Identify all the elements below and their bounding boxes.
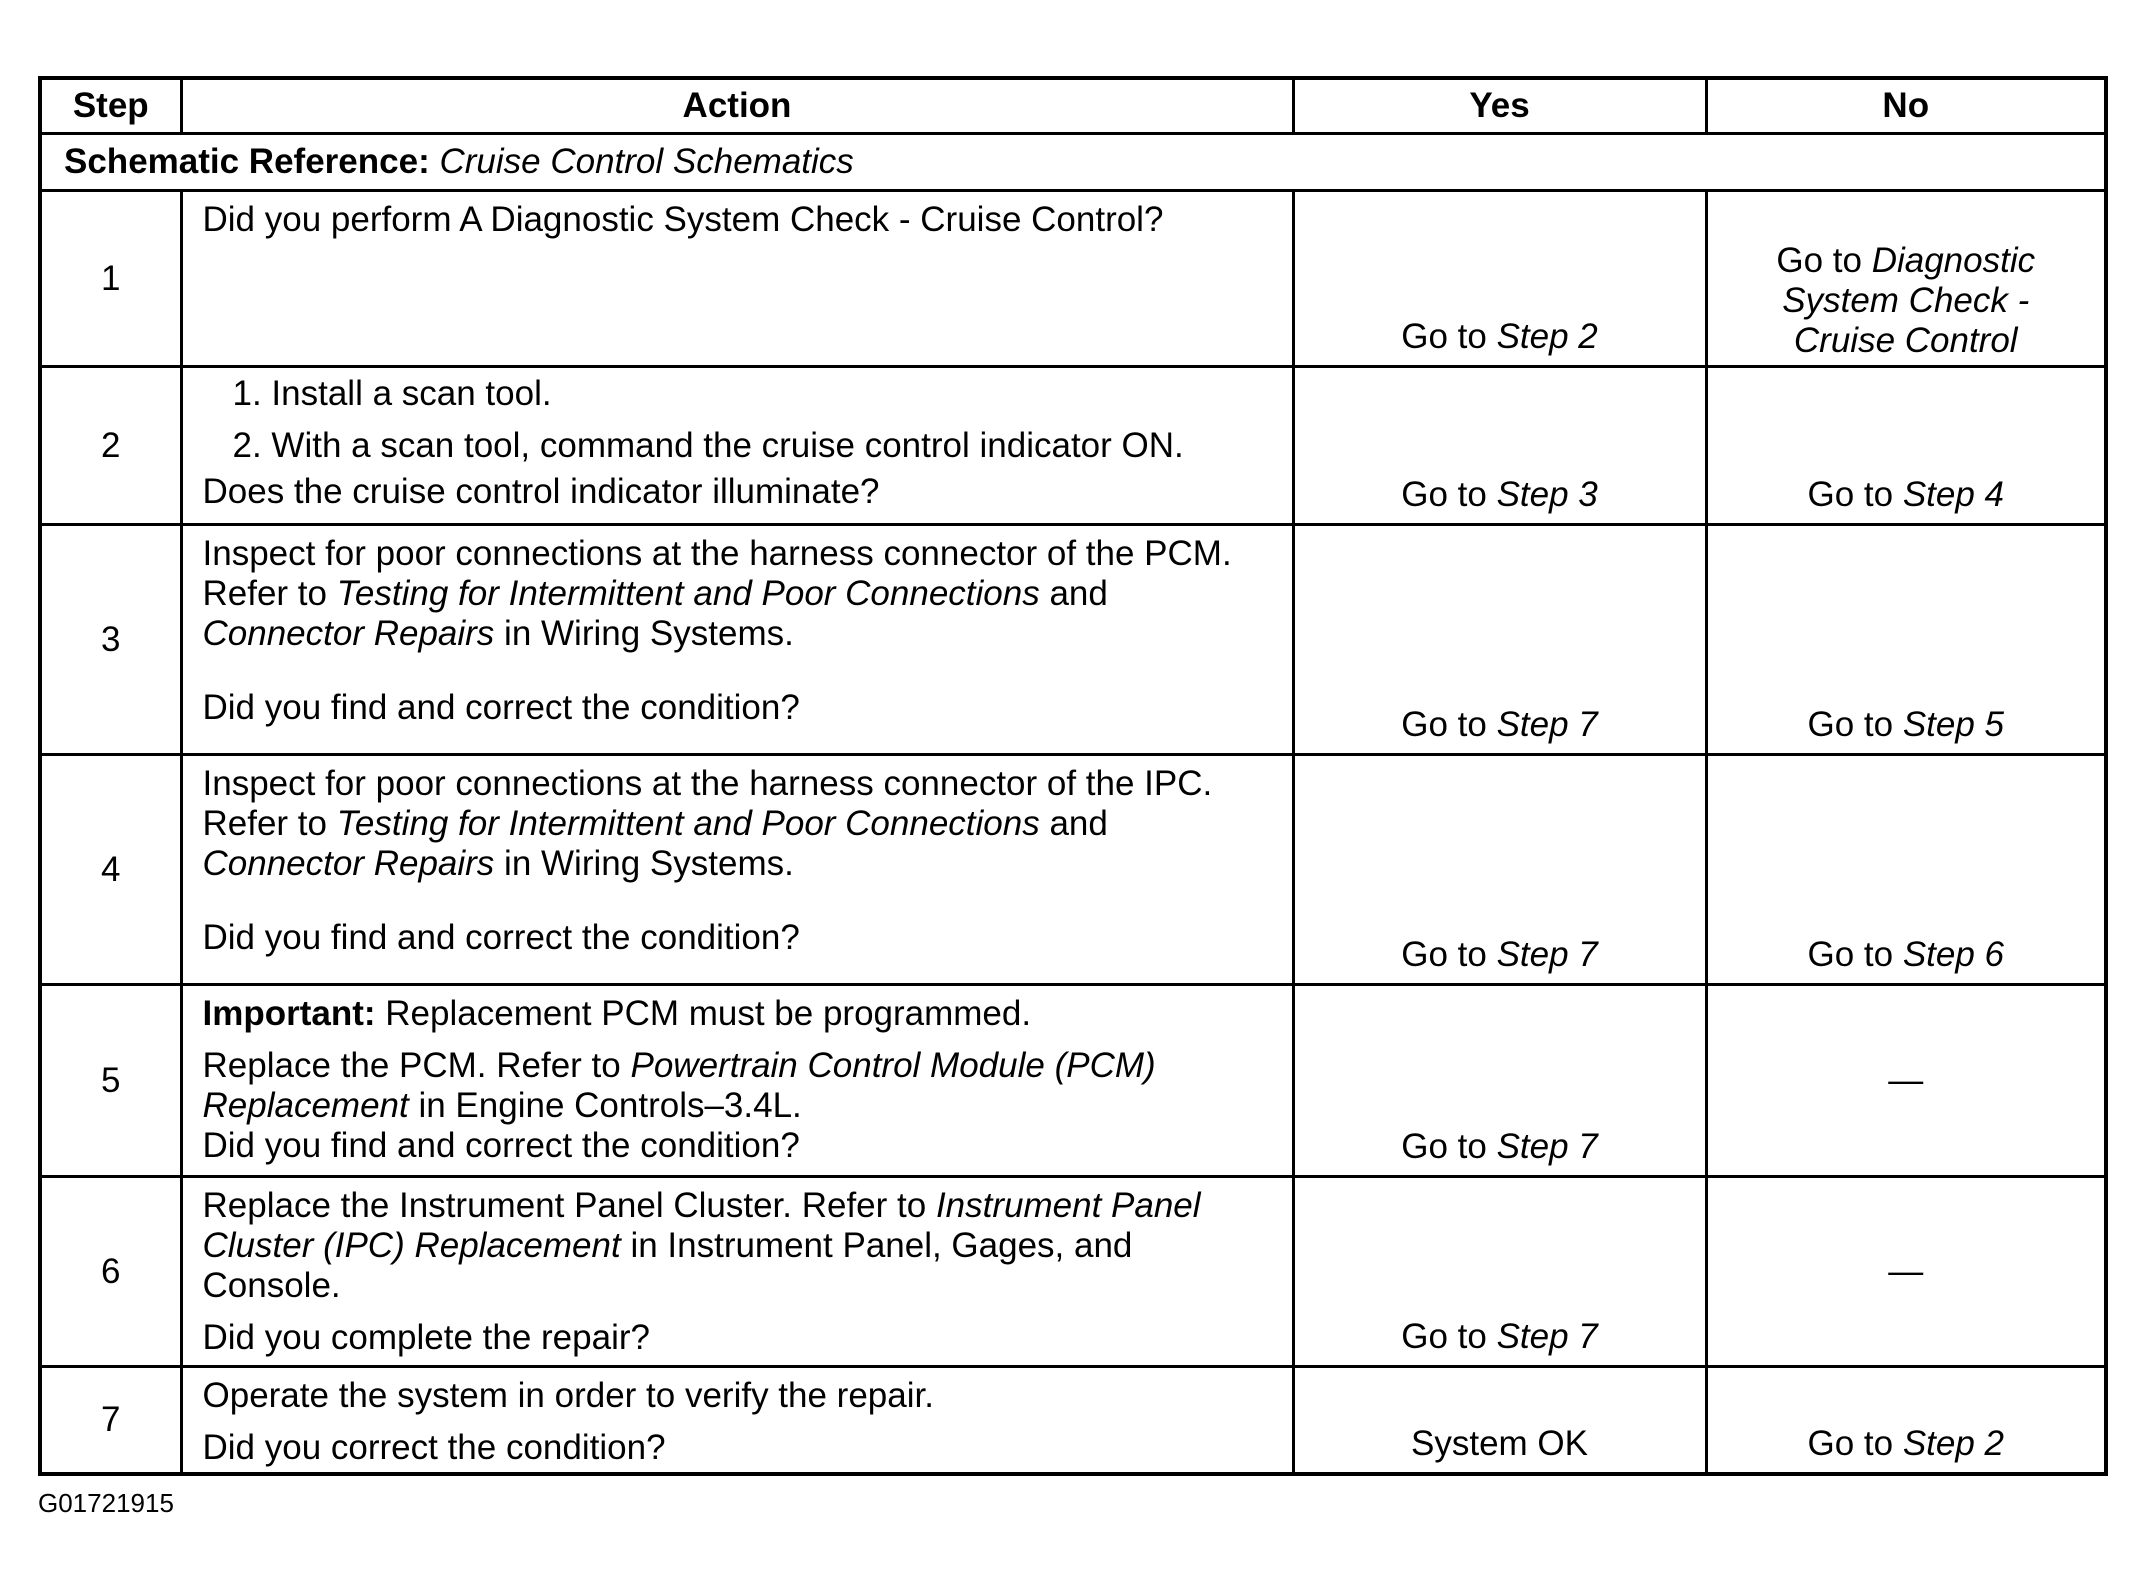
yes-step-link[interactable]: Step 3: [1496, 475, 1598, 514]
reference-link[interactable]: Connector Repairs: [202, 844, 495, 883]
no-cell: [1706, 525, 2106, 755]
action-cell: [181, 1367, 1293, 1475]
header-row: [40, 78, 2106, 134]
no-step-link[interactable]: Step 5: [1902, 705, 2005, 744]
action-cell: [181, 985, 1293, 1177]
yes-cell: [1293, 191, 1706, 367]
table-row: [40, 191, 2106, 367]
no-cell: [1706, 191, 2106, 367]
list-item: 1. Install a scan tool.: [232, 374, 552, 413]
action-cell: [181, 1177, 1293, 1367]
schematic-reference-link[interactable]: Cruise Control Schematics: [439, 142, 854, 181]
yes-cell: [1293, 367, 1706, 525]
reference-link[interactable]: Powertrain Control Module (PCM) Replacement: [202, 1046, 1156, 1125]
yes-cell: [1293, 985, 1706, 1177]
figure-code: G01721915: [38, 1488, 174, 1518]
action-cell: [181, 191, 1293, 367]
question: Did you perform A Diagnostic System Check - Cruise Control?: [202, 200, 1164, 239]
reference-link[interactable]: Instrument Panel Cluster (IPC) Replacement: [202, 1186, 1201, 1265]
question: Did you correct the condition?: [202, 1428, 666, 1467]
no-cell: [1706, 1367, 2106, 1475]
schematic-reference-label: Schematic Reference:: [64, 142, 430, 181]
yes-step-link[interactable]: Step 7: [1496, 705, 1598, 744]
yes-step-link[interactable]: Step 7: [1496, 1317, 1598, 1356]
instruction: Inspect for poor connections at the harness connector of the PCM. Refer to Testing for Intermittent and Poor Connections and Connector Repairs in Wiring Systems.: [202, 534, 1232, 653]
no-link-line2[interactable]: System Check -: [1782, 281, 2030, 320]
action-cell: [181, 525, 1293, 755]
table-row: [40, 1367, 2106, 1475]
question: Did you find and correct the condition?: [202, 1126, 800, 1165]
diagnostic-table: [38, 76, 2108, 1476]
yes-prefix: Go to: [1401, 317, 1487, 356]
reference-link[interactable]: Connector Repairs: [202, 614, 495, 653]
table-row: [40, 367, 2106, 525]
yes-cell: System OK: [1293, 1367, 1706, 1475]
question: Did you find and correct the condition?: [202, 918, 800, 957]
no-step-link[interactable]: Step 2: [1902, 1424, 2005, 1463]
header-no: No: [1706, 78, 2106, 134]
no-prefix: Go to: [1776, 241, 1862, 280]
no-prefix: Go to: [1807, 1424, 1894, 1463]
reference-link[interactable]: Testing for Intermittent and Poor Connections: [336, 804, 1040, 843]
instruction: Operate the system in order to verify the repair.: [202, 1376, 934, 1415]
instruction: Inspect for poor connections at the harness connector of the IPC. Refer to Testing for Intermittent and Poor Connections and Connector Repairs in Wiring Systems.: [202, 764, 1213, 883]
important-note: [203, 994, 1274, 1034]
no-link-line3[interactable]: Cruise Control: [1793, 321, 2018, 360]
yes-step-link[interactable]: Step 7: [1496, 1127, 1598, 1166]
action-cell: [181, 367, 1293, 525]
question: Did you find and correct the condition?: [202, 688, 800, 727]
yes-step-link[interactable]: Step 2: [1496, 317, 1598, 356]
step-number: 1: [40, 191, 181, 367]
table-row: [40, 1177, 2106, 1367]
yes-step-link[interactable]: Step 7: [1496, 935, 1598, 974]
no-cell: —: [1706, 1177, 2106, 1367]
step-number: 2: [40, 367, 181, 525]
step-number: 6: [40, 1177, 181, 1367]
no-cell: [1706, 755, 2106, 985]
step-number: 5: [40, 985, 181, 1177]
important-label: Important:: [202, 994, 376, 1033]
substep-list: [203, 368, 1274, 472]
schematic-reference-row: [40, 134, 2106, 191]
diagnostic-table-container: [38, 76, 2104, 1476]
yes-prefix: Go to: [1401, 935, 1487, 974]
no-prefix: Go to: [1807, 705, 1894, 744]
yes-cell: [1293, 1177, 1706, 1367]
header-action: Action: [181, 78, 1293, 134]
no-cell: —: [1706, 985, 2106, 1177]
yes-prefix: Go to: [1401, 1317, 1487, 1356]
instruction: Replace the Instrument Panel Cluster. Refer to Instrument Panel Cluster (IPC) Replacement in Instrument Panel, Gages, and Console.: [202, 1186, 1201, 1305]
no-link-line1[interactable]: Diagnostic: [1871, 241, 2036, 280]
list-item: 2. With a scan tool, command the cruise control indicator ON.: [232, 426, 1184, 465]
question: Did you complete the repair?: [202, 1318, 650, 1357]
header-yes: Yes: [1293, 78, 1706, 134]
step-number: 3: [40, 525, 181, 755]
no-cell: [1706, 367, 2106, 525]
yes-prefix: Go to: [1401, 475, 1487, 514]
no-prefix: Go to: [1807, 935, 1894, 974]
important-text: Replacement PCM must be programmed.: [385, 994, 1032, 1033]
yes-cell: [1293, 525, 1706, 755]
reference-link[interactable]: Testing for Intermittent and Poor Connections: [336, 574, 1040, 613]
step-number: 7: [40, 1367, 181, 1475]
table-row: [40, 525, 2106, 755]
table-row: [40, 755, 2106, 985]
no-step-link[interactable]: Step 6: [1902, 935, 2005, 974]
schematic-reference: [40, 134, 2106, 191]
instruction: Replace the PCM. Refer to Powertrain Control Module (PCM) Replacement in Engine Controls–3.4L.: [202, 1046, 1156, 1125]
yes-cell: [1293, 755, 1706, 985]
yes-prefix: Go to: [1401, 1127, 1487, 1166]
step-number: 4: [40, 755, 181, 985]
table-row: [40, 985, 2106, 1177]
question: Does the cruise control indicator illuminate?: [202, 472, 880, 511]
yes-prefix: Go to: [1401, 705, 1487, 744]
no-step-link[interactable]: Step 4: [1902, 475, 2005, 514]
header-step: Step: [40, 78, 181, 134]
no-prefix: Go to: [1807, 475, 1894, 514]
action-cell: [181, 755, 1293, 985]
